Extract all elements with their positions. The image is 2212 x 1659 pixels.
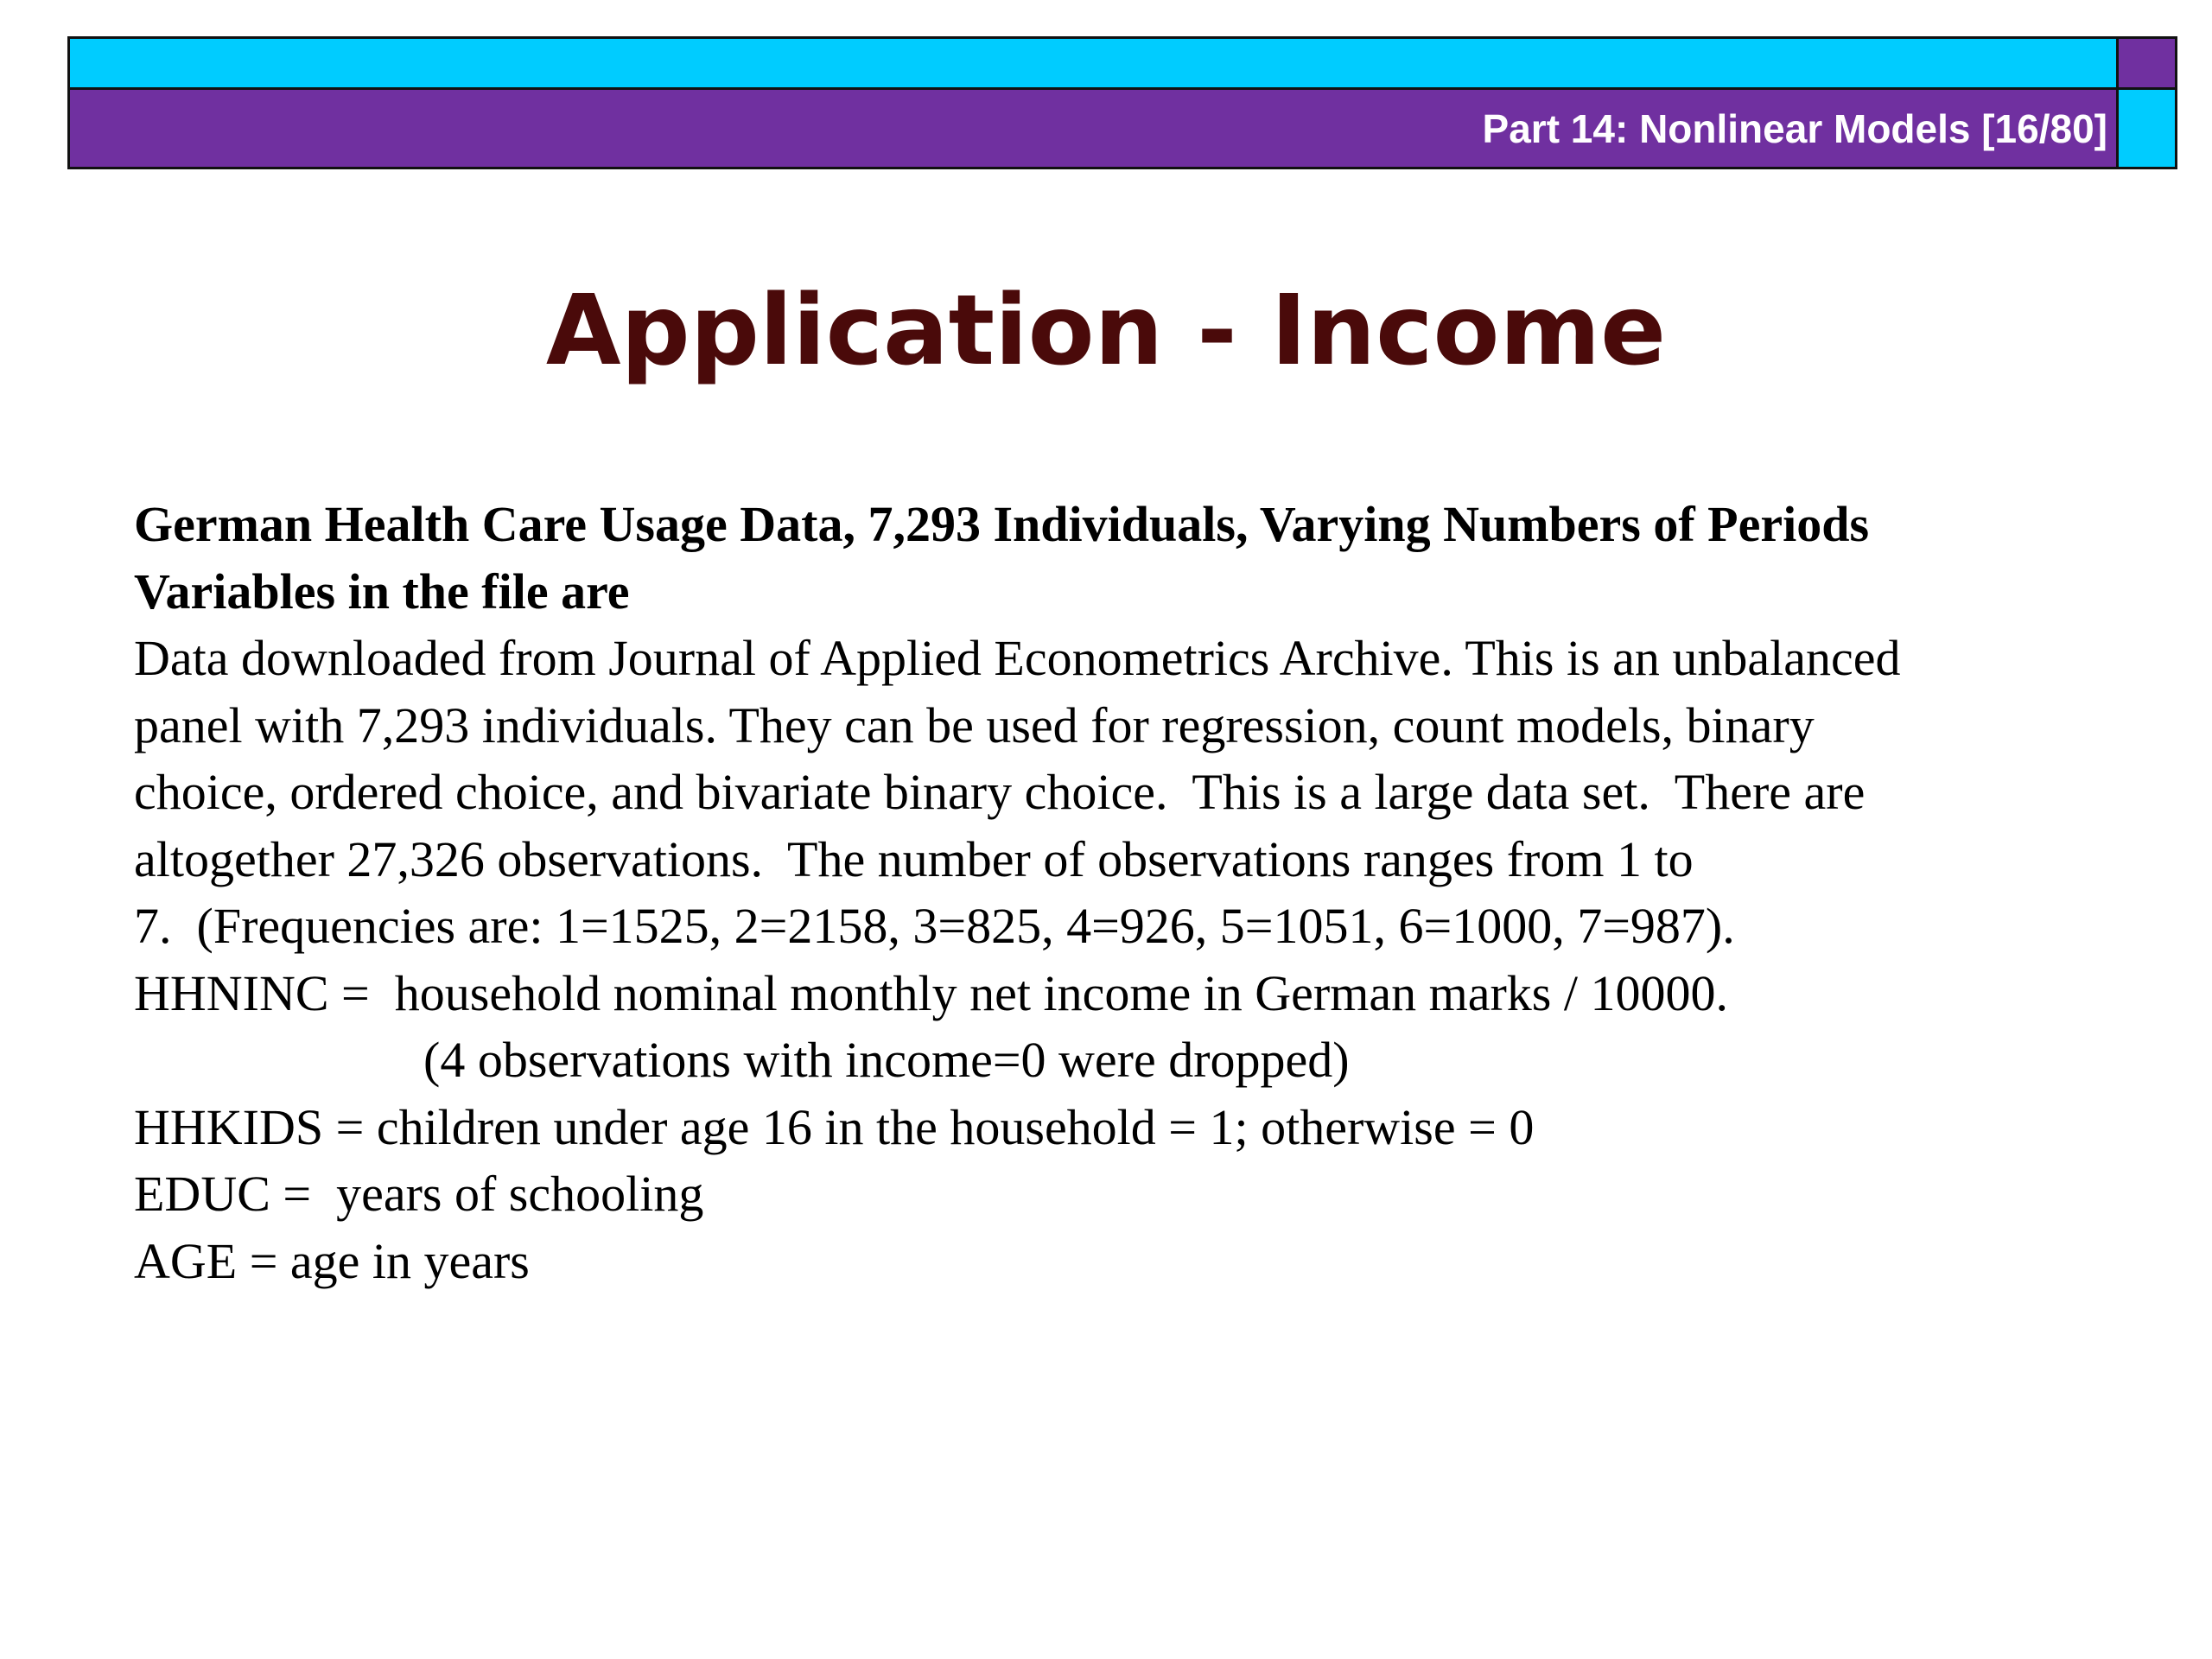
slide-header [67,36,2177,169]
body-heading-2: Variables in the file are [134,563,630,620]
paragraph-line: panel with 7,293 individuals. They can be used for regression, count models, binary [134,696,1815,753]
variable-hhkids: HHKIDS = children under age 16 in the household = 1; otherwise = 0 [134,1098,1535,1155]
paragraph-line: 7. (Frequencies are: 1=1525, 2=2158, 3=825, 4=926, 5=1051, 6=1000, 7=987). [134,898,1735,954]
paragraph-line: Data downloaded from Journal of Applied Econometrics Archive. This is an unbalanced [134,630,1901,686]
variable-educ: EDUC = years of schooling [134,1166,704,1222]
paragraph-line: altogether 27,326 observations. The number of observations ranges from 1 to [134,830,1694,887]
slide-body [134,491,2156,1294]
slide-title: Application - Income [545,275,1667,387]
part-label: Part 14: Nonlinear Models [16/80] [1482,106,2107,151]
paragraph-line: choice, ordered choice, and bivariate binary choice. This is a large data set. There are [134,764,1866,820]
header-corner-cyan [2119,90,2177,169]
header-corner-purple [2119,36,2177,90]
variable-hhninc: HHNINC = household nominal monthly net income in German marks / 10000. [134,964,1728,1021]
header-cyan-bar [67,36,2119,90]
body-heading-1: German Health Care Usage Data, 7,293 Individuals, Varying Numbers of Periods [134,496,1870,552]
header-purple-bar [67,90,2119,169]
variable-hhninc-note: (4 observations with income=0 were dropped) [423,1032,1350,1088]
variable-age: AGE = age in years [134,1232,530,1289]
